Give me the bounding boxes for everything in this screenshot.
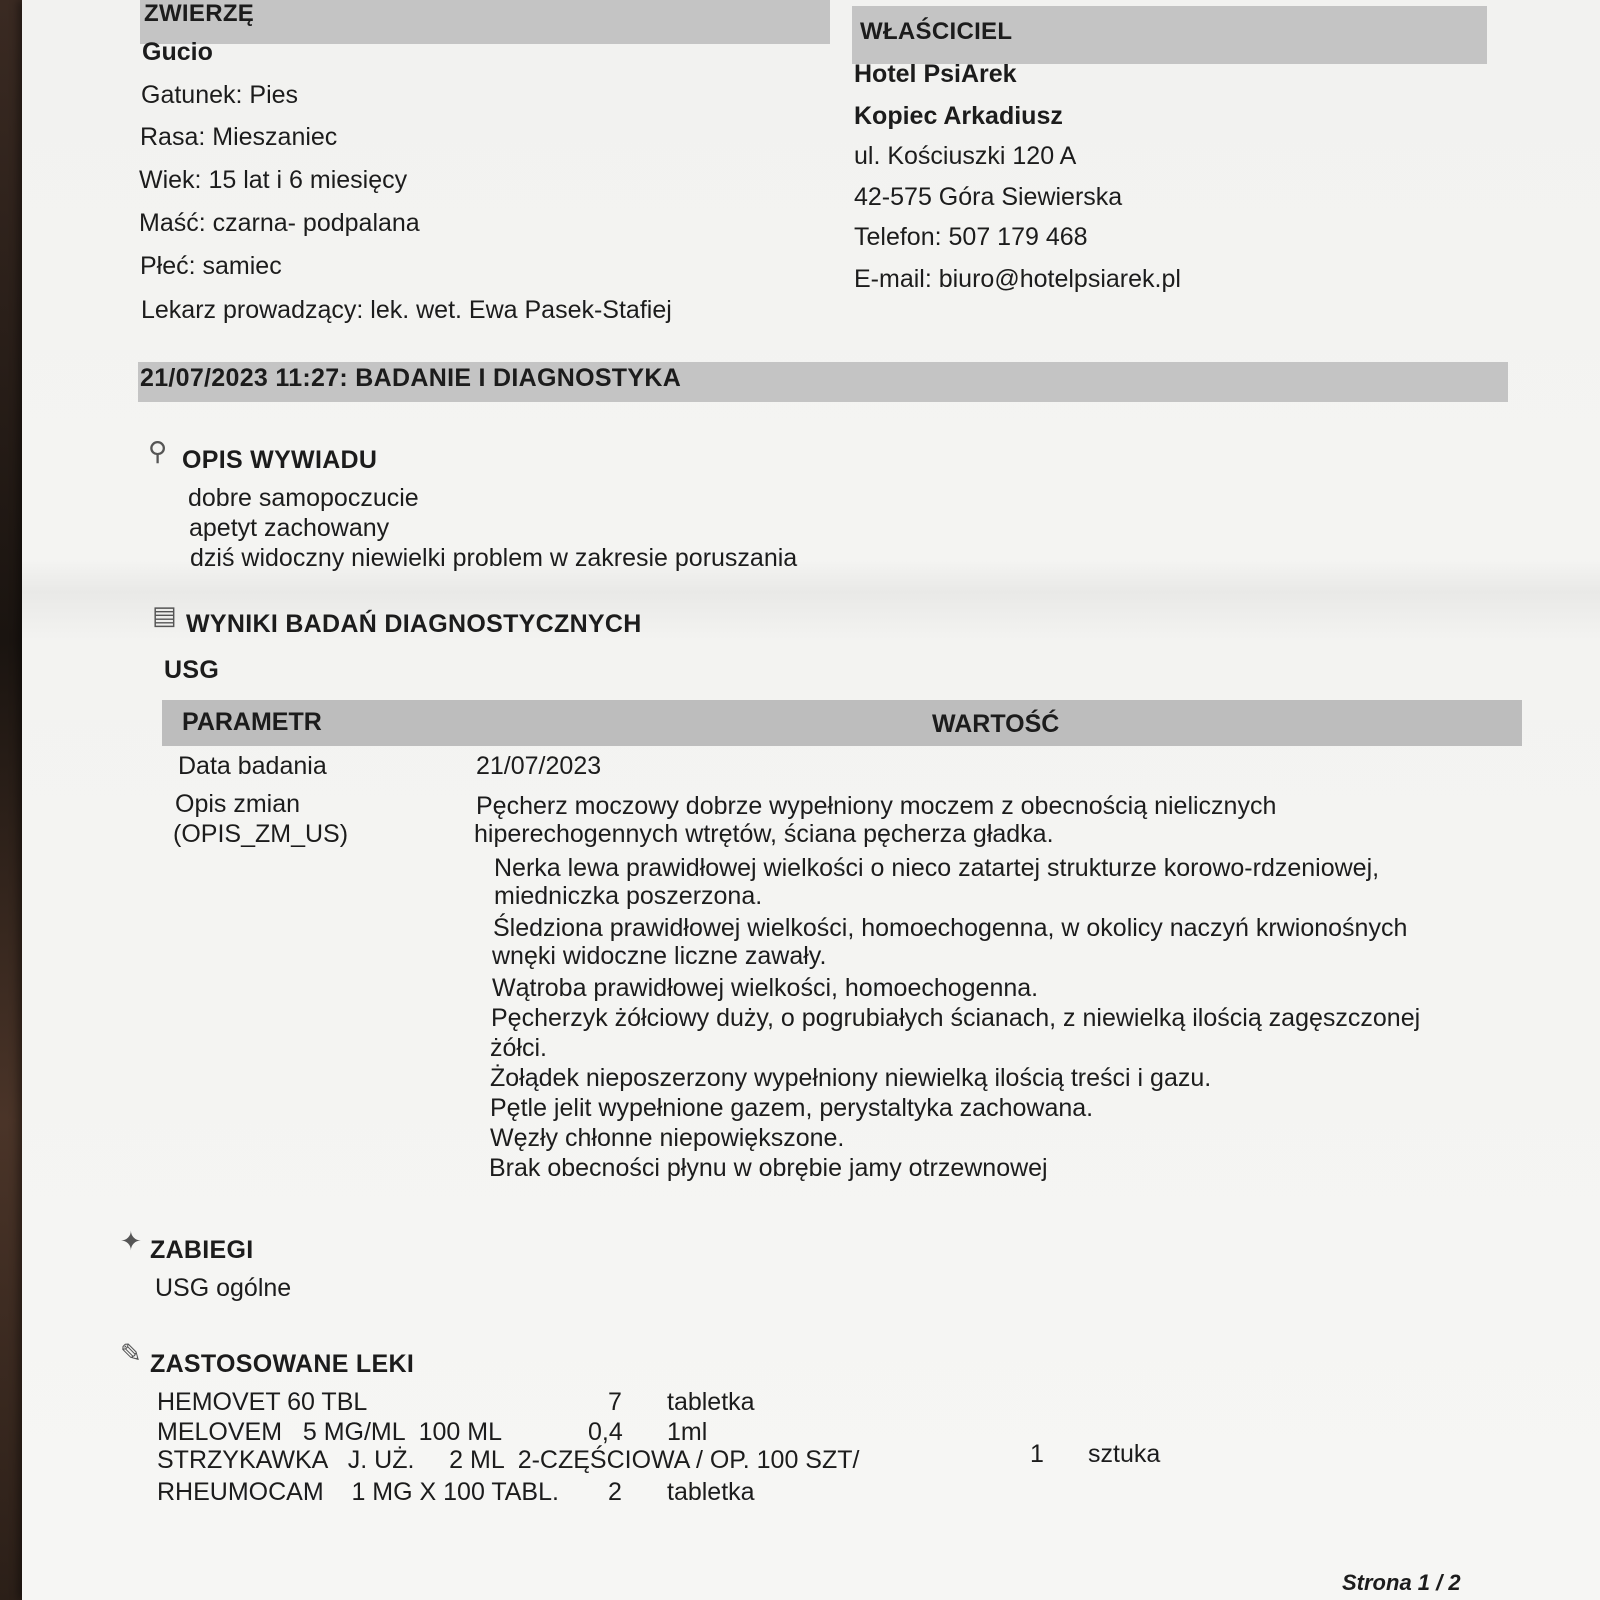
usg-finding-line: Węzły chłonne niepowiększone. xyxy=(490,1124,845,1152)
animal-header: ZWIERZĘ xyxy=(144,0,255,27)
usg-finding-line: hiperechogennych wtrętów, ściana pęcherza gładka. xyxy=(474,820,1054,848)
medication-unit: tabletka xyxy=(667,1388,755,1416)
usg-finding-line: Pętle jelit wypełnione gazem, perystaltyka zachowana. xyxy=(490,1094,1094,1122)
medication-qty: 2 xyxy=(608,1478,622,1506)
procedures-header: ZABIEGI xyxy=(150,1236,254,1264)
column-value: WARTOŚĆ xyxy=(932,710,1060,738)
usg-finding-line: Pęcherz moczowy dobrze wypełniony moczem z obecnością nielicznych xyxy=(476,792,1277,820)
animal-name: Gucio xyxy=(142,38,213,66)
animal-color: Maść: czarna- podpalana xyxy=(139,209,420,237)
owner-email: E-mail: biuro@hotelpsiarek.pl xyxy=(854,265,1181,293)
page-number: Strona 1 / 2 xyxy=(1342,1570,1461,1595)
diagnostics-header: WYNIKI BADAŃ DIAGNOSTYCZNYCH xyxy=(186,610,642,638)
visit-header: 21/07/2023 11:27: BADANIE I DIAGNOSTYKA xyxy=(140,364,682,392)
owner-name: Kopiec Arkadiusz xyxy=(854,102,1063,130)
owner-header: WŁAŚCICIEL xyxy=(860,18,1013,45)
medication-qty: 7 xyxy=(608,1388,622,1416)
medication-name: STRZYKAWKA J. UŻ. 2 ML 2-CZĘŚCIOWA / OP. 100 SZT/ xyxy=(157,1446,860,1474)
medication-unit: tabletka xyxy=(667,1478,755,1506)
changes-label: Opis zmian xyxy=(175,790,301,818)
scissors-icon: ✦ xyxy=(120,1226,142,1256)
usg-finding-line: Śledziona prawidłowej wielkości, homoechogenna, w okolicy naczyń krwionośnych xyxy=(493,914,1408,942)
medication-unit: sztuka xyxy=(1088,1440,1161,1468)
medication-name: HEMOVET 60 TBL xyxy=(157,1388,368,1416)
medication-name: RHEUMOCAM 1 MG X 100 TABL. xyxy=(157,1478,559,1506)
medication-unit: 1ml xyxy=(667,1418,708,1446)
interview-line: dziś widoczny niewielki problem w zakresie poruszania xyxy=(190,544,798,572)
interview-header: OPIS WYWIADU xyxy=(182,446,378,474)
animal-species: Gatunek: Pies xyxy=(141,81,299,109)
usg-finding-line: miedniczka poszerzona. xyxy=(494,882,763,910)
owner-city: 42-575 Góra Siewierska xyxy=(854,183,1123,211)
usg-finding-line: Wątroba prawidłowej wielkości, homoechogenna. xyxy=(492,974,1039,1002)
medication-qty: 1 xyxy=(1030,1440,1044,1468)
document-page xyxy=(22,0,1600,1600)
attending-vet: Lekarz prowadzący: lek. wet. Ewa Pasek-Stafiej xyxy=(141,296,672,324)
medications-header: ZASTOSOWANE LEKI xyxy=(150,1350,415,1378)
pill-icon: ✎ xyxy=(120,1338,142,1368)
owner-street: ul. Kościuszki 120 A xyxy=(854,142,1077,170)
interview-icon: ⚲ xyxy=(148,436,168,466)
results-table-header xyxy=(162,700,1522,746)
exam-date-value: 21/07/2023 xyxy=(476,752,602,780)
usg-finding-line: Brak obecności płynu w obrębie jamy otrzewnowej xyxy=(489,1154,1048,1182)
changes-code-label: (OPIS_ZM_US) xyxy=(173,820,349,848)
diagnostics-icon: ▤ xyxy=(152,600,177,630)
procedure-item: USG ogólne xyxy=(155,1274,292,1302)
usg-finding-line: żółci. xyxy=(490,1034,547,1062)
usg-finding-line: Pęcherzyk żółciowy duży, o pogrubiałych ścianach, z niewielką ilością zagęszczonej xyxy=(491,1004,1421,1032)
exam-date-label: Data badania xyxy=(178,752,327,780)
owner-company: Hotel PsiArek xyxy=(854,60,1017,88)
column-parameter: PARAMETR xyxy=(182,708,322,736)
usg-finding-line: Żołądek nieposzerzony wypełniony niewielką ilością treści i gazu. xyxy=(490,1064,1212,1092)
medication-qty: 0,4 xyxy=(588,1418,623,1446)
animal-age: Wiek: 15 lat i 6 miesięcy xyxy=(139,166,408,194)
usg-finding-line: Nerka lewa prawidłowej wielkości o nieco zatartej strukturze korowo-rdzeniowej, xyxy=(494,854,1380,882)
interview-line: apetyt zachowany xyxy=(189,514,390,542)
owner-phone: Telefon: 507 179 468 xyxy=(854,223,1088,251)
medication-name: MELOVEM 5 MG/ML 100 ML xyxy=(157,1418,503,1446)
animal-breed: Rasa: Mieszaniec xyxy=(140,123,338,151)
interview-line: dobre samopoczucie xyxy=(188,484,419,512)
usg-finding-line: wnęki widoczne liczne zawały. xyxy=(492,942,827,970)
test-name: USG xyxy=(164,656,220,684)
animal-sex: Płeć: samiec xyxy=(140,252,282,280)
